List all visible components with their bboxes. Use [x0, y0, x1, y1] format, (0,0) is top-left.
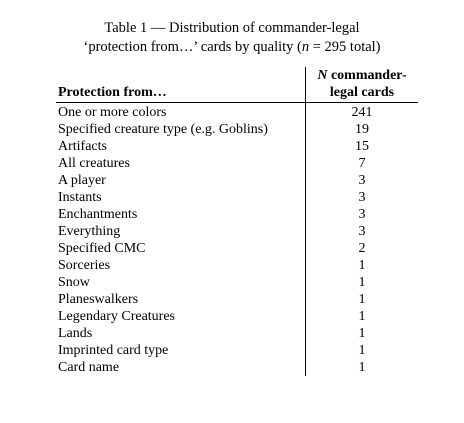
- table-caption: [0, 19, 464, 57]
- row-count: 1: [306, 342, 419, 359]
- row-label: Imprinted card type: [58, 343, 169, 358]
- row-label: All creatures: [58, 156, 130, 171]
- row-label: Instants: [58, 190, 102, 205]
- caption-n-symbol: n: [301, 39, 310, 55]
- table-header-row: [56, 67, 418, 103]
- row-label: Planeswalkers: [58, 292, 139, 307]
- row-count: 3: [306, 223, 419, 240]
- row-count: 241: [306, 103, 419, 122]
- header-n-symbol: N: [317, 68, 328, 83]
- row-count: 1: [306, 308, 419, 325]
- row-count: 1: [306, 257, 419, 274]
- header-count-line-1: commander-: [327, 68, 407, 83]
- header-protection-from: Protection from…: [56, 67, 306, 103]
- table-row: [56, 189, 418, 206]
- protection-table: [56, 67, 418, 376]
- row-count: 1: [306, 359, 419, 376]
- row-label: Lands: [58, 326, 93, 341]
- header-count-line-2: legal cards: [329, 85, 395, 100]
- table-row: [56, 172, 418, 189]
- table-row: [56, 325, 418, 342]
- row-count: 1: [306, 291, 419, 308]
- row-count: 7: [306, 155, 419, 172]
- row-label: Sorceries: [58, 258, 111, 273]
- row-count: 1: [306, 325, 419, 342]
- row-count: 1: [306, 274, 419, 291]
- row-count: 3: [306, 189, 419, 206]
- caption-line-2: [0, 38, 464, 57]
- table-row: [56, 138, 418, 155]
- caption-line-1: Table 1 — Distribution of commander-legal: [104, 20, 360, 36]
- row-label: Artifacts: [58, 139, 107, 154]
- caption-line-2-start: ‘protection from…’ cards by quality (: [83, 39, 302, 55]
- table-row: [56, 342, 418, 359]
- caption-line-2-end: = 295 total): [309, 39, 381, 55]
- row-label: Everything: [58, 224, 121, 239]
- table-row: [56, 223, 418, 240]
- row-count: 3: [306, 206, 419, 223]
- row-label: Specified CMC: [58, 241, 146, 256]
- table-row: [56, 206, 418, 223]
- row-label: Enchantments: [58, 207, 138, 222]
- row-label: A player: [58, 173, 106, 188]
- row-count: 19: [306, 121, 419, 138]
- table-row: [56, 291, 418, 308]
- row-count: 2: [306, 240, 419, 257]
- row-count: 3: [306, 172, 419, 189]
- table-row: [56, 240, 418, 257]
- table-row: [56, 274, 418, 291]
- table-row: [56, 308, 418, 325]
- row-label: Legendary Creatures: [58, 309, 175, 324]
- table-row: [56, 121, 418, 138]
- row-count: 15: [306, 138, 419, 155]
- row-label: Card name: [58, 360, 120, 375]
- table-row: [56, 103, 418, 122]
- table-row: [56, 359, 418, 376]
- row-label: Snow: [58, 275, 90, 290]
- header-count: [306, 67, 419, 103]
- row-label: One or more colors: [58, 105, 167, 120]
- table-row: [56, 155, 418, 172]
- row-label: Specified creature type (e.g. Goblins): [58, 122, 268, 137]
- table-row: [56, 257, 418, 274]
